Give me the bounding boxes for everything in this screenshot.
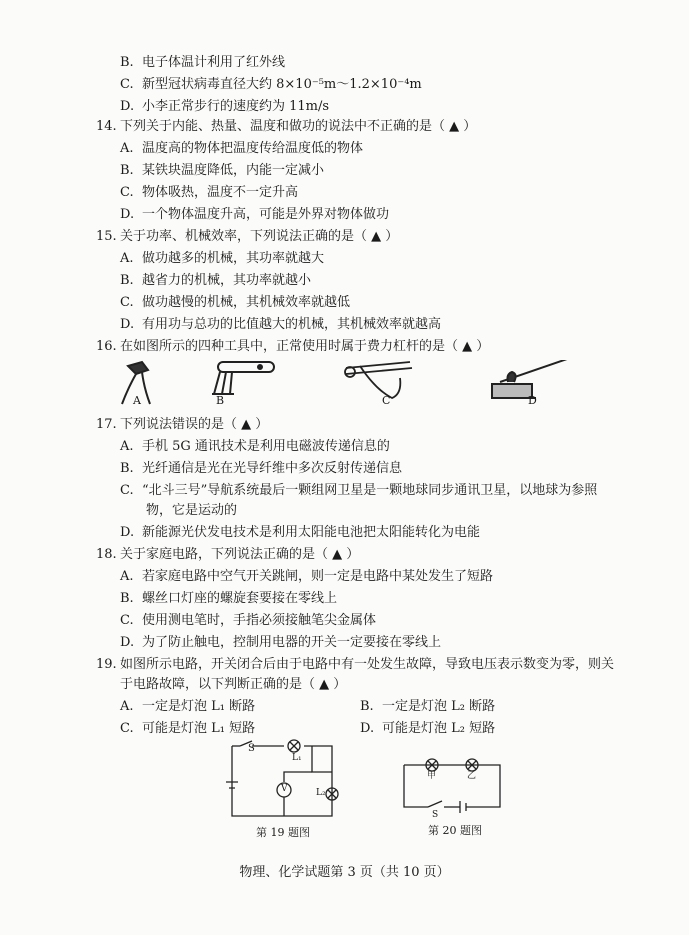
q19-stem: 19. 如图所示电路，开关闭合后由于电路中有一处发生故障，导致电压表示数变为零，则关 [96,657,615,672]
q19-option-b: B. 一定是灯泡 L₂ 断路 [360,699,496,714]
q14-option-c: C. 物体吸热，温度不一定升高 [120,185,299,200]
q15-option-c: C. 做功越慢的机械，其机械效率就越低 [120,295,351,310]
fig19-switch-label: S [248,743,255,754]
q18-option-c: C. 使用测电笔时，手指必须接触笔尖金属体 [120,613,377,628]
fig19-l2-label: L₂ [316,788,326,798]
q16-tools-figure [110,360,570,410]
fig20-switch-label: S [432,810,439,820]
q13-option-c: C. 新型冠状病毒直径大约 8×10⁻⁵m～1.2×10⁻⁴m [120,77,422,92]
q16-label-b: B [216,394,225,407]
q19-option-c: C. 可能是灯泡 L₁ 短路 [120,721,256,736]
q18-option-d: D. 为了防止触电，控制用电器的开关一定要接在零线上 [120,635,442,650]
q14-option-b: B. 某铁块温度降低，内能一定减小 [120,163,325,178]
fig19-caption: 第 19 题图 [256,826,310,839]
page-footer: 物理、化学试题第 3 页（共 10 页） [239,865,450,880]
q16-stem: 16. 在如图所示的四种工具中，正常使用时属于费力杠杆的是（ ▲ ） [96,339,490,354]
fig19-l1-label: L₁ [292,753,302,763]
q15-stem: 15. 关于功率、机械效率，下列说法正确的是（ ▲ ） [96,229,399,244]
fig19-voltmeter-label: V [281,784,288,794]
q17-option-a: A. 手机 5G 通讯技术是利用电磁波传递信息的 [120,439,390,454]
q14-option-a: A. 温度高的物体把温度传给温度低的物体 [120,141,364,156]
q18-stem: 18. 关于家庭电路，下列说法正确的是（ ▲ ） [96,547,360,562]
fig20-caption: 第 20 题图 [428,824,482,837]
q19-option-a: A. 一定是灯泡 L₁ 断路 [120,699,256,714]
q17-option-d: D. 新能源光伏发电技术是利用太阳能电池把太阳能转化为电能 [120,525,481,540]
fig20-circuit [400,755,508,815]
q17-option-c-continued: 物，它是运动的 [146,503,238,518]
q14-stem: 14. 下列关于内能、热量、温度和做功的说法中不正确的是（ ▲ ） [96,119,477,134]
q17-stem: 17. 下列说法错误的是（ ▲ ） [96,417,269,432]
q19-option-d: D. 可能是灯泡 L₂ 短路 [360,721,496,736]
q13-option-b: B. 电子体温计利用了红外线 [120,55,286,70]
q15-option-d: D. 有用功与总功的比值越大的机械，其机械效率就越高 [120,317,442,332]
q17-option-c: C. “北斗三号”导航系统最后一颗组网卫星是一颗地球同步通讯卫星，以地球为参照 [120,483,598,498]
q13-option-d: D. 小李正常步行的速度约为 11m/s [120,99,330,114]
q18-option-b: B. 螺丝口灯座的螺旋套要接在零线上 [120,591,338,606]
fig20-jia-label: 甲 [427,771,437,781]
crowbar-icon [492,360,570,398]
chopsticks-icon [345,362,412,398]
q16-label-c: C [382,394,391,407]
fig19-circuit [222,738,342,820]
q16-label-a: A [133,394,141,407]
q19-stem-continued: 于电路故障，以下判断正确的是（ ▲ ） [120,677,347,692]
q18-option-a: A. 若家庭电路中空气开关跳闸，则一定是电路中某处发生了短路 [120,569,494,584]
q15-option-a: A. 做功越多的机械，其功率就越大 [120,251,325,266]
q17-option-b: B. 光纤通信是光在光导纤维中多次反射传递信息 [120,461,403,476]
fig20-yi-label: 乙 [467,771,477,781]
q14-option-d: D. 一个物体温度升高，可能是外界对物体做功 [120,207,390,222]
q16-label-d: D [528,394,537,407]
q15-option-b: B. 越省力的机械，其功率就越小 [120,273,312,288]
tongs-icon [212,362,274,394]
